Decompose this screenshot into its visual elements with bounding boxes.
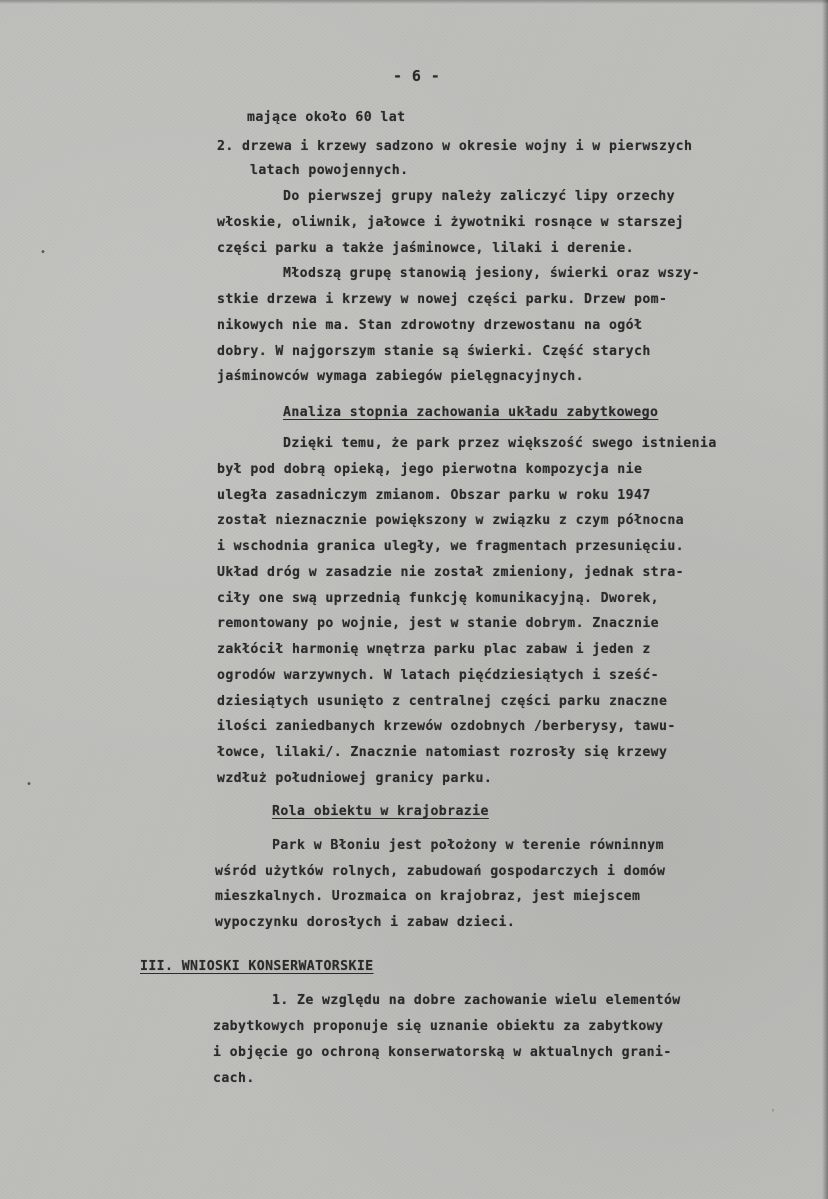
text-line: był pod dobrą opieką, jego pierwotna kompozycja nie [217, 462, 643, 477]
page-shadow-top [0, 0, 828, 4]
text-line: zakłócił harmonię wnętrza parku plac zabaw i jeden z [217, 642, 651, 657]
text-line: nikowych nie ma. Stan zdrowotny drzewostanu na ogół [217, 318, 643, 333]
paragraph-start: Dzięki temu, że park przez większość swego istnienia [283, 436, 717, 451]
text-line: i wschodnia granica uległy, we fragmentach przesunięciu. [217, 539, 685, 554]
page-shadow-right [822, 0, 828, 1199]
paragraph-start: Młodszą grupę stanowią jesiony, świerki oraz wszy- [283, 266, 700, 281]
text-line: części parku a także jaśminowce, lilaki i derenie. [217, 241, 634, 256]
text-line: dobry. W najgorszym stanie są świerki. Część starych [217, 344, 651, 359]
paragraph-start: Park w Błoniu jest położony w terenie równinnym [272, 838, 664, 853]
text-line: wypoczynku dorosłych i zabaw dzieci. [215, 915, 516, 930]
text-line: wśród użytków rolnych, zabudowań gospodarczych i domów [215, 864, 666, 879]
text-line: dziesiątych usunięto z centralnej części parku znaczne [217, 694, 668, 709]
text-line: zabytkowych proponuje się uznanie obiektu za zabytkowy [213, 1019, 664, 1034]
page-number: - 6 - [393, 67, 441, 85]
speck-mark: ' [770, 1108, 777, 1119]
text-line: latach powojennych. [250, 163, 409, 178]
text-line: uległa zasadniczym zmianom. Obszar parku w roku 1947 [217, 488, 651, 503]
section-heading: Rola obiektu w krajobrazie [272, 804, 489, 819]
paragraph-start: Do pierwszej grupy należy zaliczyć lipy orzechy [283, 189, 675, 204]
text-line: łowce, lilaki/. Znacznie natomiast rozrosły się krzewy [217, 745, 668, 760]
section-heading: Analiza stopnia zachowania układu zabytkowego [283, 405, 659, 420]
speck-mark: • [26, 779, 33, 790]
text-line: ilości zaniedbanych krzewów ozdobnych /berberysy, tawu- [217, 719, 676, 734]
text-line: remontowany po wojnie, jest w stanie dobrym. Znacznie [217, 616, 659, 631]
text-line: jaśminowców wymaga zabiegów pielęgnacyjnych. [217, 369, 584, 384]
text-line: mające około 60 lat [247, 110, 406, 125]
text-line: i objęcie go ochroną konserwatorską w aktualnych grani- [213, 1045, 672, 1060]
text-line: włoskie, oliwnik, jałowce i żywotniki rosnące w starszej [217, 215, 685, 230]
speck-mark: • [40, 247, 47, 258]
text-line: został nieznacznie powiększony w związku z czym północna [217, 513, 685, 528]
text-line: Układ dróg w zasadzie nie został zmieniony, jednak stra- [217, 565, 685, 580]
text-line: cach. [213, 1071, 255, 1086]
list-item-2: 2. drzewa i krzewy sadzono w okresie wojny i w pierwszych [217, 139, 693, 154]
text-line: stkie drzewa i krzewy w nowej części parku. Drzew pom- [217, 292, 668, 307]
list-item-1: 1. Ze względu na dobre zachowanie wielu elementów [272, 993, 681, 1008]
text-line: mieszkalnych. Urozmaica on krajobraz, jest miejscem [215, 889, 641, 904]
text-line: ciły one swą uprzednią funkcję komunikacyjną. Dworek, [217, 591, 659, 606]
text-line: wzdłuż południowej granicy parku. [217, 771, 493, 786]
chapter-heading: III. WNIOSKI KONSERWATORSKIE [140, 959, 374, 974]
text-line: ogrodów warzywnych. W latach pięćdziesiątych i sześć- [217, 668, 659, 683]
